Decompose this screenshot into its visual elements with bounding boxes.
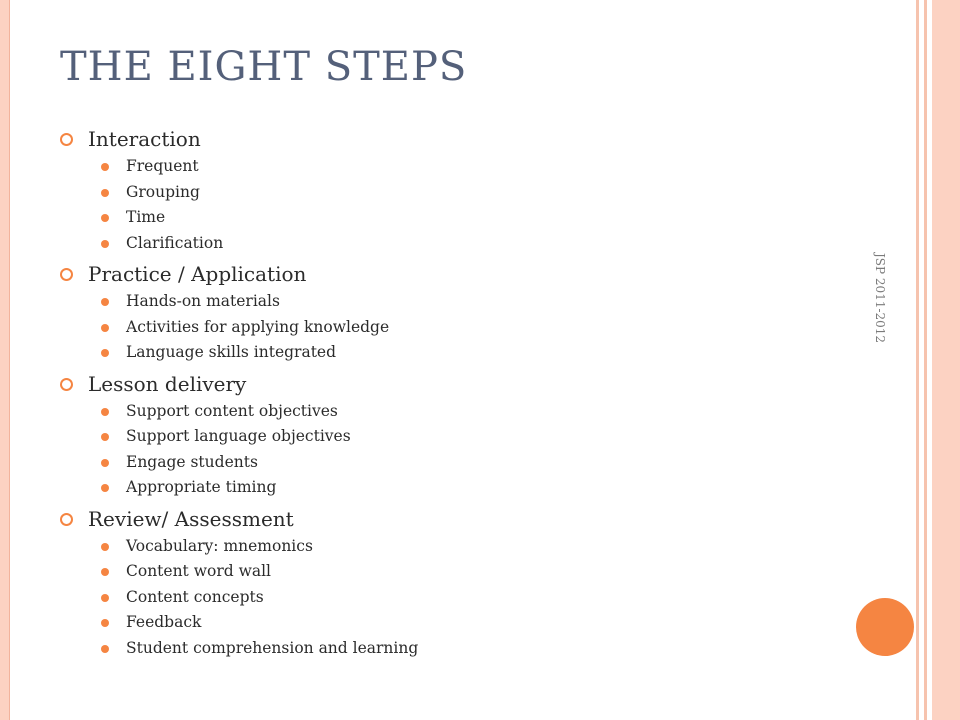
list-item [60,289,840,315]
item-text: Activities for applying knowledge [126,317,390,336]
left-border-decoration [0,0,10,720]
dot-bullet-icon [101,298,109,306]
dot-bullet-icon [101,619,109,627]
item-text: Vocabulary: mnemonics [126,536,313,555]
item-text: Frequent [126,157,199,175]
dot-bullet-icon [101,324,109,332]
dot-bullet-icon [101,459,109,467]
list-item [60,154,840,180]
dot-bullet-icon [101,189,109,197]
list-item [60,559,840,585]
bullet-list [60,124,840,661]
list-item [60,610,840,636]
item-text: Content word wall [126,562,271,580]
dot-bullet-icon [101,594,109,602]
item-text: Support language objectives [126,427,351,445]
section-lesson-delivery [60,369,840,501]
list-item [60,534,840,560]
dot-bullet-icon [101,433,109,441]
item-text: Feedback [126,613,202,631]
item-text: Hands-on materials [126,292,280,310]
list-item [60,205,840,231]
footer-text: JSP 2011-2012 [873,253,887,344]
list-item [60,340,840,366]
ring-bullet-icon [60,513,73,526]
list-item [60,450,840,476]
section-heading [60,504,840,534]
ring-bullet-icon [60,268,73,281]
item-text: Language skills integrated [126,343,337,361]
list-item [60,424,840,450]
list-item [60,399,840,425]
section-interaction [60,124,840,256]
section-practice-application [60,259,840,366]
section-heading [60,369,840,399]
heading-text: Interaction [88,127,201,151]
dot-bullet-icon [101,543,109,551]
dot-bullet-icon [101,214,109,222]
item-text: Content concepts [126,587,264,606]
dot-bullet-icon [101,645,109,653]
dot-bullet-icon [101,568,109,576]
item-text: Support content objectives [126,401,338,420]
section-review-assessment [60,504,840,662]
item-text: Engage students [126,452,258,471]
list-item [60,636,840,662]
list-item [60,231,840,257]
ring-bullet-icon [60,378,73,391]
dot-bullet-icon [101,163,109,171]
dot-bullet-icon [101,408,109,416]
dot-bullet-icon [101,240,109,248]
ring-bullet-icon [60,133,73,146]
right-stripe-decoration [916,0,960,720]
list-item [60,475,840,501]
list-item [60,585,840,611]
dot-bullet-icon [101,484,109,492]
item-text: Grouping [126,182,200,201]
slide-title: THE EIGHT STEPS [60,44,468,90]
heading-text: Practice / Application [88,262,307,286]
heading-text: Review/ Assessment [88,506,294,531]
orange-circle-decoration [856,598,914,656]
item-text: Appropriate timing [126,478,277,496]
item-text: Clarification [126,233,224,252]
heading-text: Lesson delivery [88,371,247,396]
dot-bullet-icon [101,349,109,357]
list-item [60,315,840,341]
item-text: Student comprehension and learning [126,638,419,657]
item-text: Time [126,208,166,226]
section-heading [60,124,840,154]
section-heading [60,259,840,289]
list-item [60,180,840,206]
